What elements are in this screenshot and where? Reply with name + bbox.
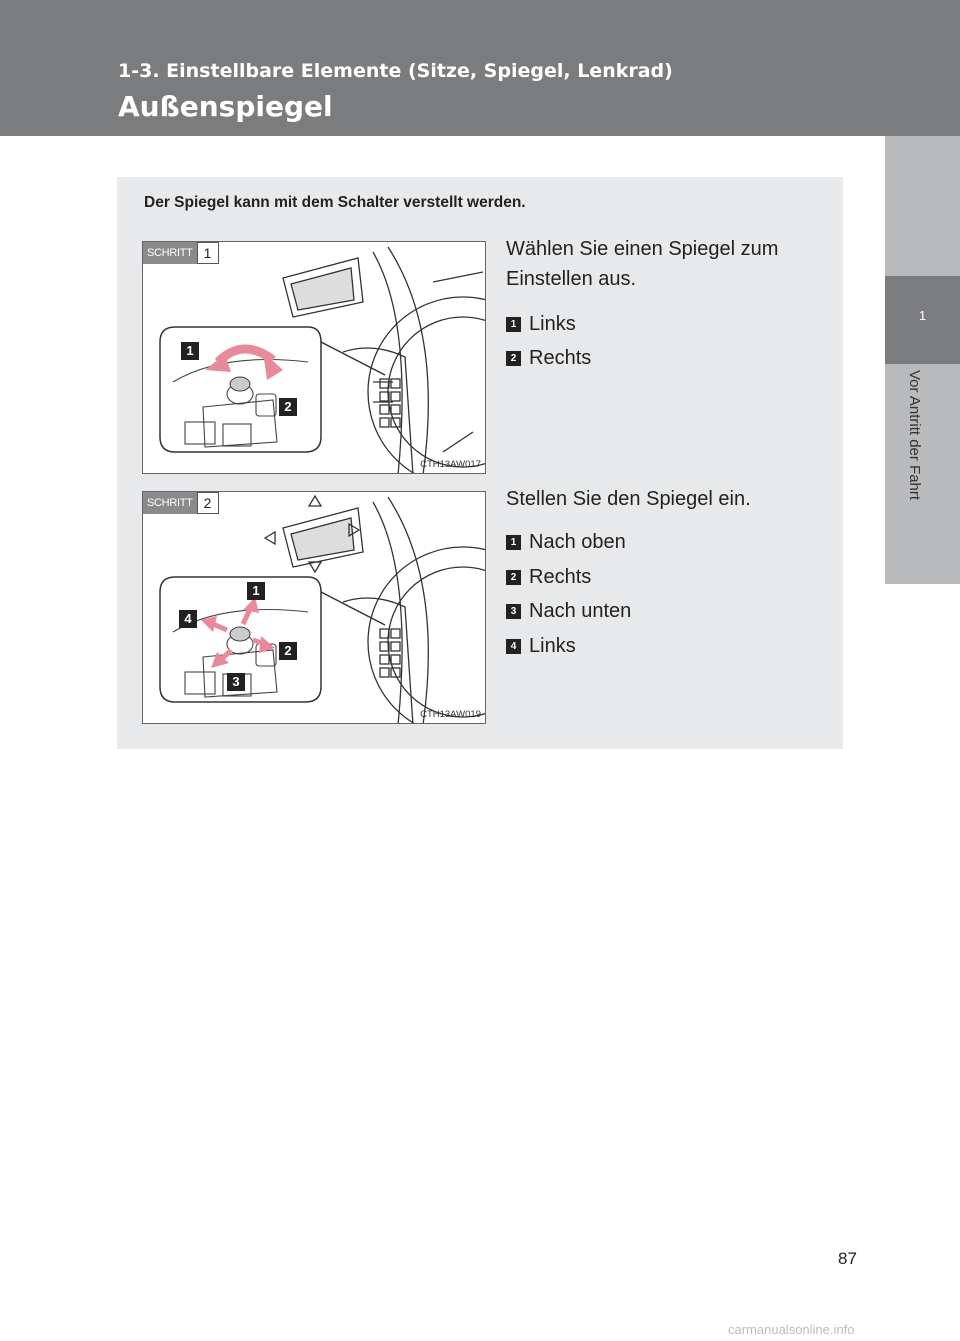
callout-1: 1 xyxy=(181,342,199,360)
item-number-badge: 2 xyxy=(506,570,521,585)
item-label: Nach unten xyxy=(529,599,632,622)
figure-code: CTH13AW017 xyxy=(420,459,481,470)
page-title: Außenspiegel xyxy=(118,90,333,123)
step-number: 1 xyxy=(197,242,219,264)
item-number-badge: 3 xyxy=(506,604,521,619)
callout-2: 2 xyxy=(279,398,297,416)
item-label: Links xyxy=(529,634,576,657)
item-label: Nach oben xyxy=(529,530,626,553)
step-2-item xyxy=(506,634,576,658)
figure-step-1 xyxy=(142,241,486,474)
step-1-item xyxy=(506,312,576,336)
item-number-badge: 2 xyxy=(506,351,521,366)
mirror-switch-illustration-2 xyxy=(143,492,486,724)
chapter-number: 1 xyxy=(918,308,927,323)
callout-1: 1 xyxy=(247,582,265,600)
step-badge-1 xyxy=(143,242,219,264)
item-number-badge: 4 xyxy=(506,639,521,654)
callout-3: 3 xyxy=(227,673,245,691)
item-label: Rechts xyxy=(529,346,592,369)
section-title: 1-3. Einstellbare Elemente (Sitze, Spiegel, Lenkrad) xyxy=(118,60,673,82)
step-2-item xyxy=(506,599,631,623)
item-number-badge: 1 xyxy=(506,317,521,332)
chapter-title: Vor Antritt der Fahrt xyxy=(906,370,923,501)
side-tab-top xyxy=(885,136,960,276)
step-1-description: Wählen Sie einen Spiegel zum Einstellen aus. xyxy=(506,238,779,290)
step-word: SCHRITT xyxy=(143,242,197,264)
step-2-item xyxy=(506,530,626,554)
callout-2: 2 xyxy=(279,642,297,660)
watermark: carmanualsonline.info xyxy=(728,1322,855,1337)
step-1-item xyxy=(506,346,591,370)
item-label: Rechts xyxy=(529,565,592,588)
step-word: SCHRITT xyxy=(143,492,197,514)
intro-text: Der Spiegel kann mit dem Schalter verstellt werden. xyxy=(144,194,526,211)
item-label: Links xyxy=(529,312,576,335)
figure-code: CTH13AW019 xyxy=(420,709,481,720)
step-2-description: Stellen Sie den Spiegel ein. xyxy=(506,488,751,510)
item-number-badge: 1 xyxy=(506,535,521,550)
callout-4: 4 xyxy=(179,610,197,628)
page-number: 87 xyxy=(838,1249,857,1268)
step-badge-2 xyxy=(143,492,219,514)
step-2-item xyxy=(506,565,591,589)
chapter-tab[interactable] xyxy=(885,276,960,364)
figure-step-2 xyxy=(142,491,486,724)
step-number: 2 xyxy=(197,492,219,514)
